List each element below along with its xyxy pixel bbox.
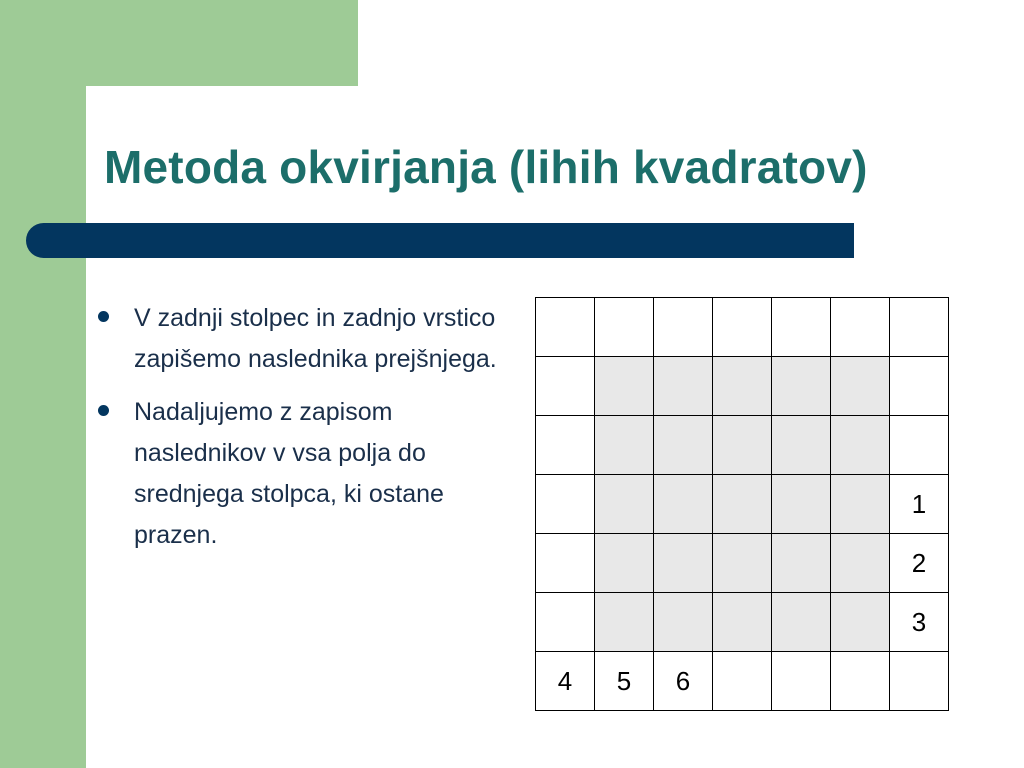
grid-row bbox=[536, 416, 949, 475]
grid-cell bbox=[536, 416, 595, 475]
grid-cell bbox=[536, 475, 595, 534]
bullet-item bbox=[96, 298, 506, 380]
grid-cell bbox=[890, 416, 949, 475]
grid-row bbox=[536, 534, 949, 593]
grid-cell bbox=[713, 534, 772, 593]
grid-cell bbox=[831, 593, 890, 652]
grid-cell bbox=[713, 416, 772, 475]
grid-cell bbox=[772, 298, 831, 357]
grid-cell bbox=[595, 298, 654, 357]
grid-cell: 3 bbox=[890, 593, 949, 652]
grid-cell bbox=[654, 534, 713, 593]
grid-cell bbox=[772, 357, 831, 416]
decor-green-top-block bbox=[0, 0, 358, 86]
grid-cell bbox=[536, 357, 595, 416]
grid-cell bbox=[654, 593, 713, 652]
grid-cell bbox=[595, 534, 654, 593]
grid-cell bbox=[831, 416, 890, 475]
grid-row bbox=[536, 593, 949, 652]
grid-cell bbox=[831, 534, 890, 593]
grid-cell bbox=[772, 593, 831, 652]
bullet-dot-icon bbox=[98, 311, 109, 322]
grid-cell bbox=[890, 652, 949, 711]
bullet-text: V zadnji stolpec in zadnjo vrstico zapišemo naslednika prejšnjega. bbox=[134, 304, 497, 373]
grid-row bbox=[536, 357, 949, 416]
grid-cell bbox=[713, 357, 772, 416]
bullet-text: Nadaljujemo z zapisom naslednikov v vsa polja do srednjega stolpca, ki ostane prazen. bbox=[134, 398, 444, 549]
grid-cell: 5 bbox=[595, 652, 654, 711]
bullet-list bbox=[96, 298, 506, 568]
grid-cell bbox=[831, 475, 890, 534]
bullet-item bbox=[96, 392, 506, 556]
grid-cell bbox=[831, 652, 890, 711]
grid-cell bbox=[654, 475, 713, 534]
slide-title: Metoda okvirjanja (lihih kvadratov) bbox=[104, 141, 868, 193]
grid-row bbox=[536, 652, 949, 711]
bullet-dot-icon bbox=[98, 405, 109, 416]
grid-cell bbox=[654, 357, 713, 416]
grid-cell bbox=[831, 357, 890, 416]
title-underline-bar bbox=[26, 223, 854, 258]
grid-cell bbox=[890, 357, 949, 416]
grid-cell bbox=[595, 357, 654, 416]
grid-cell: 6 bbox=[654, 652, 713, 711]
grid-cell: 1 bbox=[890, 475, 949, 534]
grid-cell bbox=[890, 298, 949, 357]
grid-cell bbox=[772, 416, 831, 475]
grid-cell bbox=[713, 298, 772, 357]
grid-cell bbox=[536, 593, 595, 652]
grid-cell: 4 bbox=[536, 652, 595, 711]
grid-row bbox=[536, 475, 949, 534]
grid-cell bbox=[595, 475, 654, 534]
grid-cell bbox=[713, 475, 772, 534]
grid-cell bbox=[595, 593, 654, 652]
grid-cell bbox=[536, 534, 595, 593]
grid-cell bbox=[654, 416, 713, 475]
grid-cell bbox=[595, 416, 654, 475]
grid-cell bbox=[713, 652, 772, 711]
grid-cell bbox=[654, 298, 713, 357]
number-grid bbox=[535, 297, 949, 711]
grid-cell bbox=[772, 652, 831, 711]
grid-row bbox=[536, 298, 949, 357]
grid-cell: 2 bbox=[890, 534, 949, 593]
grid-cell bbox=[831, 298, 890, 357]
decor-green-side-bar bbox=[0, 0, 86, 768]
grid-cell bbox=[772, 534, 831, 593]
grid-cell bbox=[536, 298, 595, 357]
grid-cell bbox=[713, 593, 772, 652]
grid-cell bbox=[772, 475, 831, 534]
